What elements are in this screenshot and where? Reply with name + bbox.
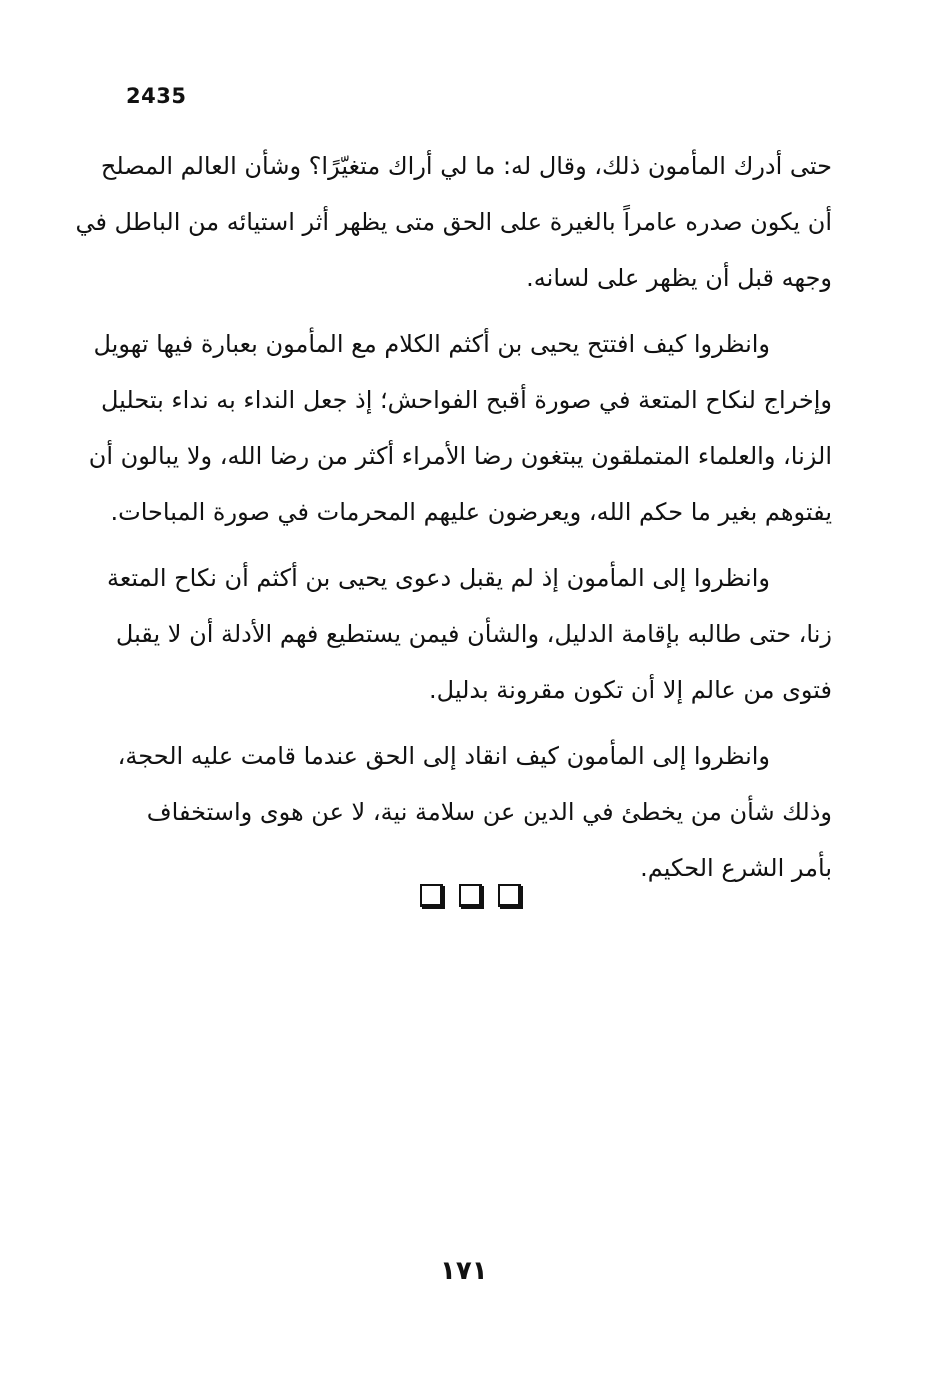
text-line: حتى أدرك المأمون ذلك، وقال له: ما لي أراك متغيّرًا؟ وشأن العالم المصلح (100, 152, 832, 180)
square-ornament-icon (459, 884, 482, 907)
page-reference-number: 2435 (126, 84, 187, 108)
text-line: فتوى من عالم إلا أن تكون مقرونة بدليل. (429, 676, 832, 704)
text-line: وانظروا إلى المأمون إذ لم يقبل دعوى يحيى بن أكثم أن نكاح المتعة (106, 564, 770, 592)
text-line: وجهه قبل أن يظهر على لسانه. (526, 264, 832, 292)
square-ornament-icon (420, 884, 443, 907)
text-line: بأمر الشرع الحكيم. (640, 854, 832, 882)
paragraph-1 (75, 138, 832, 306)
paragraph-4 (117, 728, 832, 896)
paragraph-3 (106, 550, 832, 718)
square-ornament-icon (498, 884, 521, 907)
page-number: ١٧١ (440, 1256, 488, 1286)
text-line: أن يكون صدره عامراً بالغيرة على الحق متى يظهر أثر استيائه من الباطل في (75, 208, 832, 236)
text-line: وذلك شأن من يخطئ في الدين عن سلامة نية، لا عن هوى واستخفاف (146, 798, 832, 826)
text-line: وانظروا كيف افتتح يحيى بن أكثم الكلام مع المأمون بعبارة فيها تهويل (93, 330, 770, 358)
text-line: زنا، حتى طالبه بإقامة الدليل، والشأن فيمن يستطيع فهم الأدلة أن لا يقبل (115, 620, 832, 648)
text-line: وانظروا إلى المأمون كيف انقاد إلى الحق عندما قامت عليه الحجة، (117, 742, 770, 770)
text-line: الزنا، والعلماء المتملقون يبتغون رضا الأمراء أكثر من رضا الله، ولا يبالون أن (88, 442, 832, 470)
text-line: يفتوهم بغير ما حكم الله، ويعرضون عليهم المحرمات في صورة المباحات. (110, 498, 832, 526)
paragraph-2 (88, 316, 832, 540)
section-divider-ornament (420, 884, 521, 907)
body-text (75, 138, 832, 906)
text-line: وإخراج لنكاح المتعة في صورة أقبح الفواحش؛ إذ جعل النداء به نداء بتحليل (100, 386, 832, 414)
